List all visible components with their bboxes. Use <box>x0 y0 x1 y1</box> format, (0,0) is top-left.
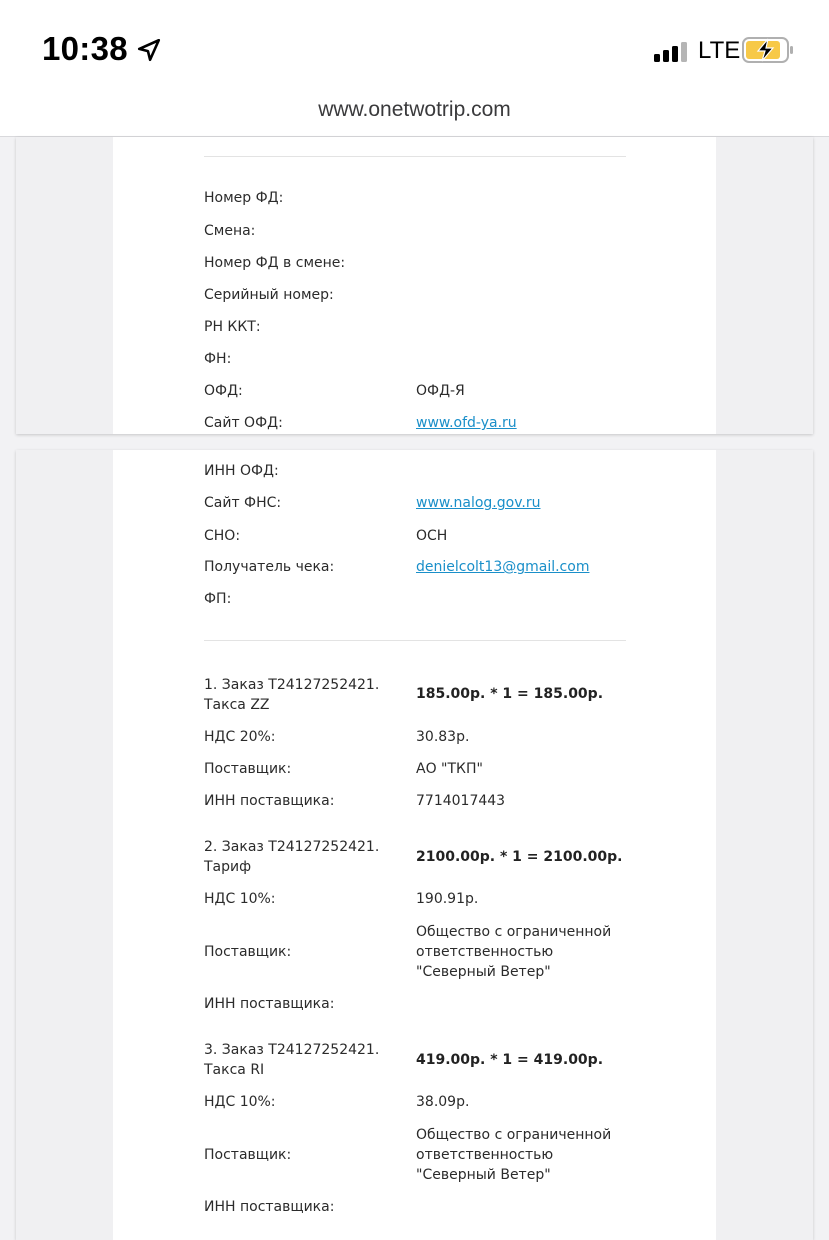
address-bar[interactable] <box>0 92 829 137</box>
item-1-calc: 185.00р. * 1 = 185.00р. <box>416 686 604 702</box>
item-3-supplier-line2: ответственностью <box>416 1147 554 1163</box>
item-3-title: 3. Заказ T24127252421. <box>204 1042 380 1058</box>
sno-label: СНО: <box>204 528 241 544</box>
fp-label: ФП: <box>204 591 232 607</box>
item-1-title: 1. Заказ T24127252421. <box>204 677 380 693</box>
status-time: 10:38 <box>42 30 128 67</box>
battery-charging-icon <box>742 36 794 64</box>
rn-kkt-label: РН ККТ: <box>204 319 261 335</box>
item-1-supplier-label: Поставщик: <box>204 761 292 777</box>
fns-site-label: Сайт ФНС: <box>204 495 282 511</box>
item-2-vat-label: НДС 10%: <box>204 891 276 907</box>
item-3-vat-label: НДС 10%: <box>204 1094 276 1110</box>
item-1-title-line2: Такса ZZ <box>204 697 270 713</box>
ofd-site-label: Сайт ОФД: <box>204 415 283 431</box>
shift-label: Смена: <box>204 223 256 239</box>
divider <box>204 640 626 641</box>
sno-value: ОСН <box>416 528 448 544</box>
item-2-supplier-line3: "Северный Ветер" <box>416 964 551 980</box>
fd-in-shift-label: Номер ФД в смене: <box>204 255 346 271</box>
url-text[interactable]: www.onetwotrip.com <box>318 98 511 121</box>
fd-number-label: Номер ФД: <box>204 190 284 206</box>
ofd-label: ОФД: <box>204 383 243 399</box>
item-1-supplier-inn-label: ИНН поставщика: <box>204 793 335 809</box>
item-3-title-line2: Такса RI <box>204 1062 265 1078</box>
status-bar <box>0 0 829 92</box>
item-3-vat-value: 38.09р. <box>416 1094 470 1110</box>
item-3-supplier-line3: "Северный Ветер" <box>416 1167 551 1183</box>
item-3-supplier-label: Поставщик: <box>204 1147 292 1163</box>
item-3-calc: 419.00р. * 1 = 419.00р. <box>416 1052 604 1068</box>
receipt-page-2 <box>16 450 813 1240</box>
divider <box>204 156 626 157</box>
item-3-supplier-line1: Общество с ограниченной <box>416 1127 612 1143</box>
cellular-signal-icon <box>654 40 692 62</box>
receipt-recipient-email[interactable]: denielcolt13@gmail.com <box>416 559 590 575</box>
item-2-supplier-inn-label: ИНН поставщика: <box>204 996 335 1012</box>
fn-label: ФН: <box>204 351 232 367</box>
item-2-supplier-line1: Общество с ограниченной <box>416 924 612 940</box>
ofd-value: ОФД-Я <box>416 383 465 399</box>
fns-site-link[interactable]: www.nalog.gov.ru <box>416 495 541 511</box>
item-2-vat-value: 190.91р. <box>416 891 479 907</box>
item-2-calc: 2100.00р. * 1 = 2100.00р. <box>416 849 623 865</box>
network-type: LTE <box>698 37 741 64</box>
receipt-recipient-label: Получатель чека: <box>204 559 335 575</box>
item-1-vat-label: НДС 20%: <box>204 729 276 745</box>
item-1-vat-value: 30.83р. <box>416 729 470 745</box>
serial-number-label: Серийный номер: <box>204 287 334 303</box>
ofd-site-link[interactable]: www.ofd-ya.ru <box>416 415 517 431</box>
inn-ofd-label: ИНН ОФД: <box>204 463 279 479</box>
item-3-supplier-inn-label: ИНН поставщика: <box>204 1199 335 1215</box>
item-2-title-line2: Тариф <box>204 859 252 875</box>
receipt-page-1 <box>16 137 813 434</box>
location-arrow-icon <box>136 37 162 63</box>
item-2-supplier-line2: ответственностью <box>416 944 554 960</box>
item-1-supplier-inn-value: 7714017443 <box>416 793 506 809</box>
item-2-supplier-label: Поставщик: <box>204 944 292 960</box>
item-1-supplier-value: АО "ТКП" <box>416 761 483 777</box>
item-2-title: 2. Заказ T24127252421. <box>204 839 380 855</box>
